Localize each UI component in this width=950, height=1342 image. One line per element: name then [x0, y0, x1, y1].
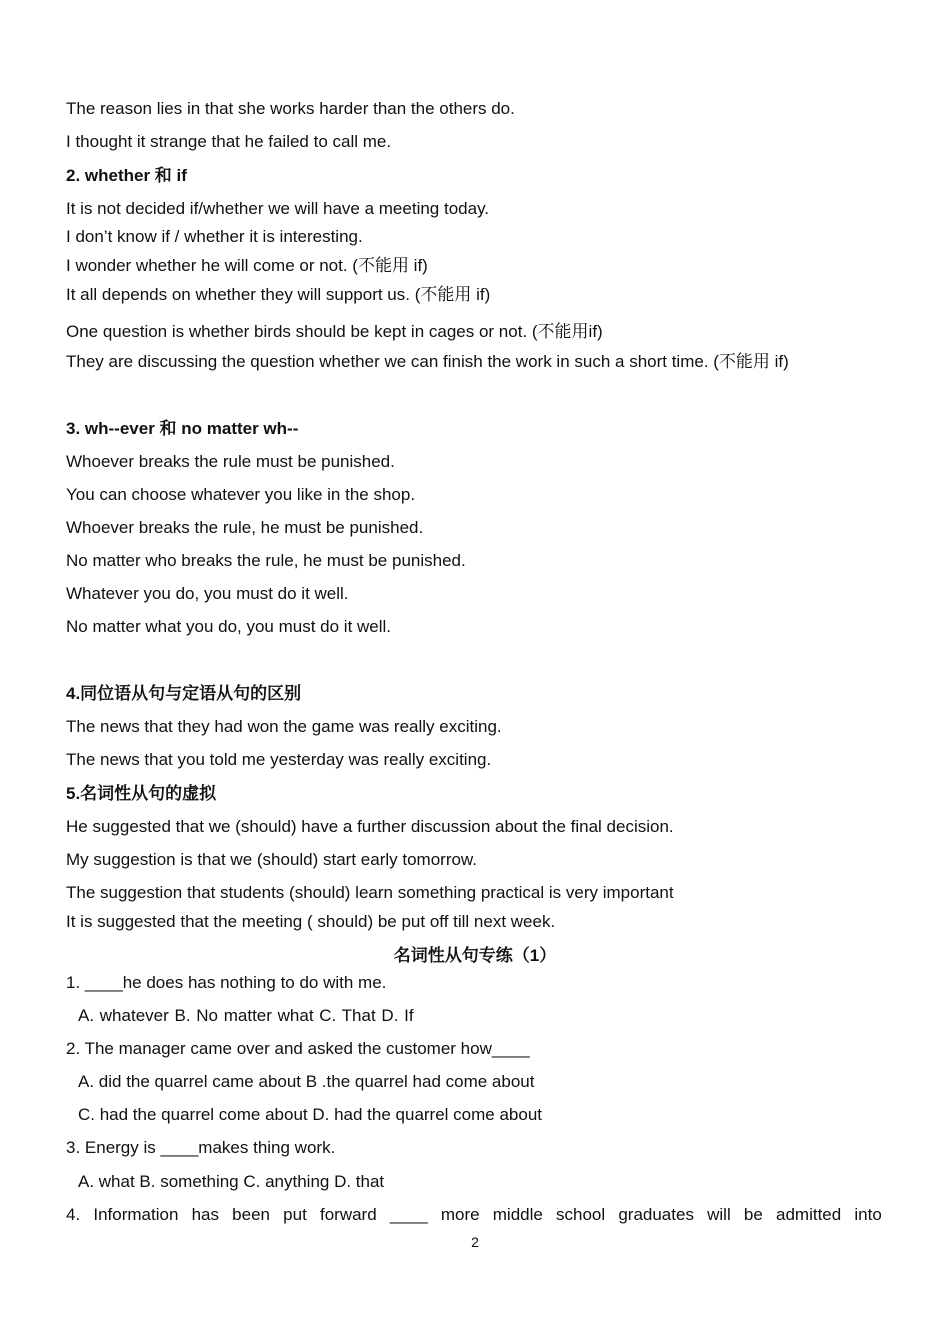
- question-options: C. had the quarrel come about D. had the quarrel come about: [78, 1105, 543, 1124]
- example-sentence: It is suggested that the meeting ( should) be put off till next week.: [66, 912, 556, 931]
- q4-word: 4.: [66, 1205, 81, 1224]
- q4-word: forward: [319, 1205, 377, 1224]
- q4-word: admitted: [776, 1205, 842, 1224]
- example-sentence: It all depends on whether they will support us. (不能用 if): [66, 285, 491, 304]
- example-sentence: Whatever you do, you must do it well.: [66, 584, 349, 603]
- q4-word: graduates: [618, 1205, 694, 1224]
- example-sentence: They are discussing the question whether we can finish the work in such a short time. (不能用 if): [66, 352, 789, 371]
- example-sentence: Whoever breaks the rule, he must be punished.: [66, 518, 424, 537]
- question-stem: 3. Energy is ____makes thing work.: [66, 1138, 336, 1157]
- example-sentence: I wonder whether he will come or not. (不能用 if): [66, 256, 428, 275]
- example-sentence: You can choose whatever you like in the shop.: [66, 485, 416, 504]
- example-sentence: Whoever breaks the rule must be punished.: [66, 452, 395, 471]
- q4-word: more: [440, 1205, 480, 1224]
- q4-word: been: [232, 1205, 270, 1224]
- example-sentence: I don’t know if / whether it is interesting.: [66, 227, 363, 246]
- section-heading-subjunctive: 5.名词性从句的虚拟: [66, 784, 217, 803]
- exercise-title: 名词性从句专练（1）: [393, 946, 557, 965]
- question-options: A. whatever B. No matter what C. That D. If: [78, 1006, 414, 1025]
- q4-word: into: [854, 1205, 882, 1224]
- question-stem: 2. The manager came over and asked the customer how____: [66, 1039, 530, 1058]
- section-heading-whever: 3. wh--ever 和 no matter wh--: [66, 419, 299, 438]
- q4-word: has: [191, 1205, 219, 1224]
- page-number: 2: [471, 1234, 479, 1250]
- example-sentence: The suggestion that students (should) learn something practical is very important: [66, 883, 674, 902]
- q4-word: Information: [93, 1205, 179, 1224]
- q4-word: will: [707, 1205, 731, 1224]
- question-options: A. what B. something C. anything D. that: [78, 1172, 385, 1191]
- example-sentence: The reason lies in that she works harder than the others do.: [66, 99, 515, 118]
- example-sentence: The news that they had won the game was really exciting.: [66, 717, 502, 736]
- q4-word: be: [743, 1205, 763, 1224]
- example-sentence: No matter what you do, you must do it well.: [66, 617, 392, 636]
- example-sentence: My suggestion is that we (should) start early tomorrow.: [66, 850, 477, 869]
- example-sentence: The news that you told me yesterday was really exciting.: [66, 750, 492, 769]
- example-sentence: He suggested that we (should) have a further discussion about the final decision.: [66, 817, 674, 836]
- example-sentence: It is not decided if/whether we will have a meeting today.: [66, 199, 490, 218]
- q4-word: school: [556, 1205, 606, 1224]
- section-heading-whether-if: 2. whether 和 if: [66, 166, 187, 185]
- q4-word: put: [283, 1205, 307, 1224]
- q4-word: middle: [492, 1205, 543, 1224]
- example-sentence: No matter who breaks the rule, he must be punished.: [66, 551, 466, 570]
- example-sentence: I thought it strange that he failed to call me.: [66, 132, 392, 151]
- question-options: A. did the quarrel came about B .the quarrel had come about: [78, 1072, 535, 1091]
- example-sentence: One question is whether birds should be kept in cages or not. (不能用if): [66, 322, 603, 341]
- question-stem-justified: [66, 1205, 882, 1225]
- question-stem: 1. ____he does has nothing to do with me.: [66, 973, 387, 992]
- q4-blank: ____: [389, 1205, 428, 1224]
- section-heading-appositive: 4.同位语从句与定语从句的区别: [66, 684, 302, 703]
